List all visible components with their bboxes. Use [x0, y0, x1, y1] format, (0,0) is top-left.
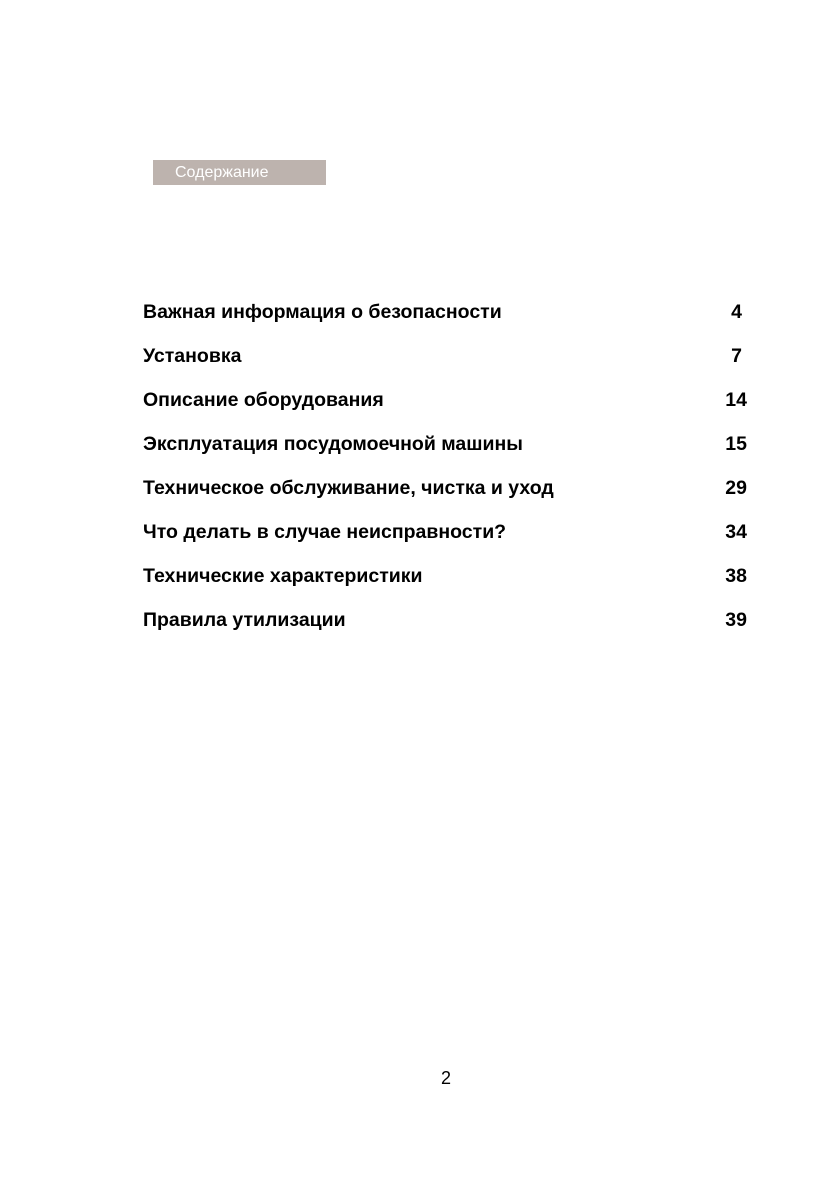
toc-entry[interactable]: [143, 473, 747, 517]
toc-entry-title: Установка: [143, 345, 242, 367]
toc-entry-title: Эксплуатация посудомоечной машины: [143, 433, 523, 455]
toc-entry[interactable]: [143, 561, 747, 605]
toc-entry[interactable]: [143, 341, 747, 385]
contents-title: Содержание: [175, 164, 269, 181]
toc-entry-title: Технические характеристики: [143, 565, 423, 587]
toc-entry-title: Правила утилизации: [143, 609, 346, 631]
toc-entry[interactable]: [143, 385, 747, 429]
toc-entry[interactable]: [143, 429, 747, 473]
toc-entry-page: 38: [725, 565, 747, 587]
table-of-contents: [143, 297, 747, 649]
toc-entry-title: Описание оборудования: [143, 389, 384, 411]
toc-entry-page: 15: [725, 433, 747, 455]
toc-entry-title: Техническое обслуживание, чистка и уход: [143, 477, 554, 499]
toc-entry-page: 39: [725, 609, 747, 631]
toc-entry-page: 29: [725, 477, 747, 499]
toc-entry-page: 4: [731, 301, 742, 323]
page-number: 2: [441, 1068, 452, 1088]
toc-entry-page: 14: [725, 389, 747, 411]
contents-header: [153, 160, 326, 185]
toc-entry[interactable]: [143, 297, 747, 341]
toc-entry[interactable]: [143, 605, 747, 649]
toc-entry-title: Важная информация о безопасности: [143, 301, 502, 323]
toc-entry-page: 34: [725, 521, 747, 543]
toc-entry[interactable]: [143, 517, 747, 561]
toc-entry-title: Что делать в случае неисправности?: [143, 521, 507, 543]
toc-entry-page: 7: [731, 345, 742, 367]
